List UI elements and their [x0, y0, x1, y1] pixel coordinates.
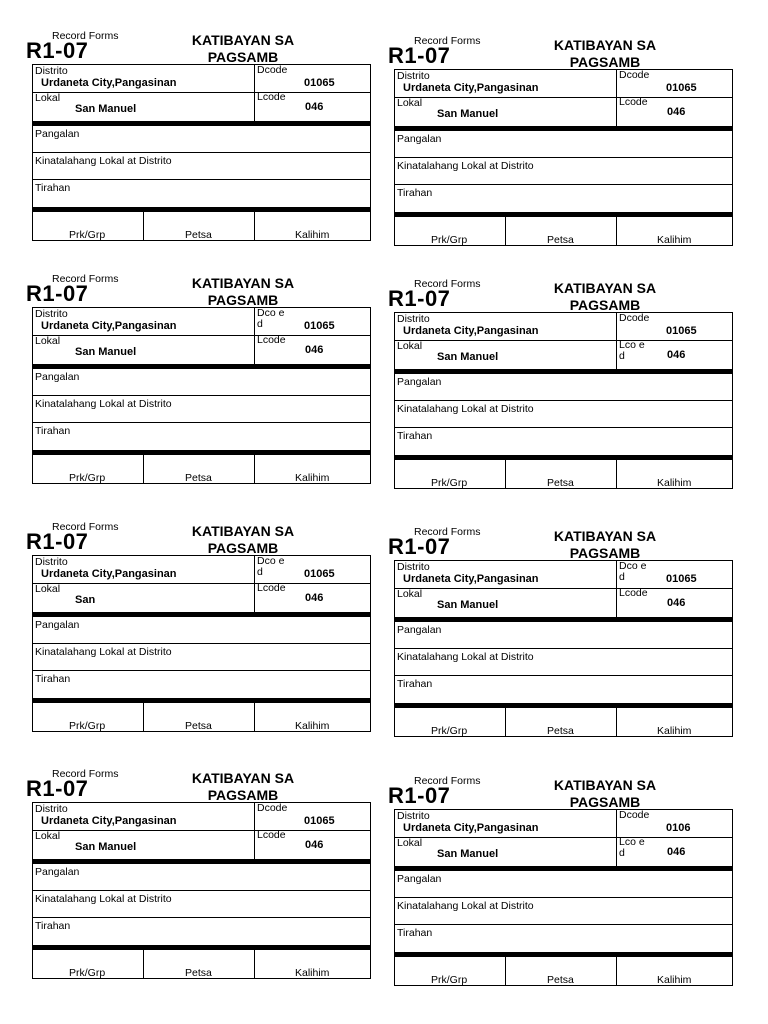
- petsa-label: Petsa: [547, 725, 574, 737]
- footer-divider-2: [616, 460, 617, 488]
- lcode-label: Lco e d: [619, 836, 645, 859]
- footer-divider-2: [254, 455, 255, 483]
- pangalan-label: Pangalan: [35, 371, 80, 383]
- record-forms-label: Record Forms: [414, 278, 481, 290]
- kinatalahang-label: Kinatalahang Lokal at Distrito: [397, 403, 534, 415]
- record-forms-label: Record Forms: [414, 526, 481, 538]
- kalihim-label: Kalihim: [295, 967, 330, 979]
- info-box: [32, 863, 371, 946]
- lcode-label: Lcode: [619, 96, 648, 108]
- form-title: [520, 280, 690, 314]
- lokal-value: San Manuel: [437, 599, 499, 611]
- record-forms-label: Record Forms: [414, 775, 481, 787]
- header-divider: [254, 803, 255, 859]
- pangalan-label: Pangalan: [397, 133, 442, 145]
- lokal-value: San Manuel: [75, 346, 137, 358]
- dcode-label: Dcode: [619, 69, 650, 81]
- form-title-line2: PAGSAMB: [207, 49, 279, 65]
- distrito-label: Distrito: [397, 561, 430, 573]
- header-box: [394, 809, 733, 867]
- form-code: R1-07: [388, 43, 451, 68]
- header-row-line: [395, 588, 732, 589]
- form-title-line2: PAGSAMB: [207, 292, 279, 308]
- info-box: [32, 368, 371, 451]
- header-divider: [616, 313, 617, 369]
- record-form-8: [388, 775, 744, 995]
- header-box: [394, 69, 733, 127]
- prk-grp-label: Prk/Grp: [69, 472, 106, 484]
- info-box: [394, 373, 733, 456]
- distrito-value: Urdaneta City,Pangasinan: [41, 568, 177, 580]
- kalihim-label: Kalihim: [295, 472, 330, 484]
- header-row-line: [33, 830, 370, 831]
- tirahan-label: Tirahan: [397, 187, 433, 199]
- distrito-value: Urdaneta City,Pangasinan: [403, 325, 539, 337]
- pangalan-label: Pangalan: [35, 128, 80, 140]
- record-form-7: [26, 768, 382, 988]
- lcode-value: 046: [305, 839, 324, 851]
- dcode-value: 01065: [666, 325, 697, 337]
- header-row-line: [395, 340, 732, 341]
- distrito-value: Urdaneta City,Pangasinan: [403, 822, 539, 834]
- header-box: [32, 307, 371, 365]
- kalihim-label: Kalihim: [295, 720, 330, 732]
- form-title-line2: PAGSAMB: [207, 787, 279, 803]
- lokal-value: San: [75, 594, 96, 606]
- distrito-label: Distrito: [35, 65, 68, 77]
- record-forms-label: Record Forms: [414, 35, 481, 47]
- footer-box: [394, 216, 733, 246]
- form-title-line1: KATIBAYAN SA: [553, 280, 657, 296]
- header-divider: [616, 561, 617, 617]
- petsa-label: Petsa: [185, 472, 212, 484]
- record-forms-label: Record Forms: [52, 30, 119, 42]
- prk-grp-label: Prk/Grp: [431, 234, 468, 246]
- dcode-value: 01065: [304, 568, 335, 580]
- tirahan-label: Tirahan: [35, 182, 71, 194]
- pangalan-label: Pangalan: [397, 624, 442, 636]
- distrito-label: Distrito: [397, 313, 430, 325]
- form-title: [158, 523, 328, 557]
- kalihim-label: Kalihim: [657, 477, 692, 489]
- record-forms-label: Record Forms: [52, 521, 119, 533]
- form-title-line2: PAGSAMB: [569, 54, 641, 70]
- lcode-label: Lcode: [257, 829, 286, 841]
- form-title-line1: KATIBAYAN SA: [191, 275, 295, 291]
- tirahan-label: Tirahan: [35, 425, 71, 437]
- kalihim-label: Kalihim: [295, 229, 330, 241]
- dcode-label: Dco e d: [257, 555, 285, 578]
- info-row-line-2: [33, 422, 370, 423]
- footer-box: [394, 707, 733, 737]
- footer-divider-1: [143, 703, 144, 731]
- petsa-label: Petsa: [547, 477, 574, 489]
- form-code: R1-07: [26, 776, 89, 801]
- info-row-line-2: [33, 670, 370, 671]
- header-row-line: [395, 97, 732, 98]
- footer-box: [394, 956, 733, 986]
- footer-divider-1: [143, 950, 144, 978]
- kinatalahang-label: Kinatalahang Lokal at Distrito: [35, 893, 172, 905]
- distrito-value: Urdaneta City,Pangasinan: [41, 815, 177, 827]
- petsa-label: Petsa: [185, 229, 212, 241]
- form-title: [520, 528, 690, 562]
- form-title-line1: KATIBAYAN SA: [553, 37, 657, 53]
- record-forms-label: Record Forms: [52, 768, 119, 780]
- lcode-label: Lcode: [257, 334, 286, 346]
- petsa-label: Petsa: [185, 967, 212, 979]
- info-row-line-2: [395, 427, 732, 428]
- lokal-label: Lokal: [35, 583, 61, 595]
- header-box: [32, 802, 371, 860]
- info-row-line-2: [33, 179, 370, 180]
- lcode-value: 046: [305, 344, 324, 356]
- pangalan-label: Pangalan: [397, 376, 442, 388]
- prk-grp-label: Prk/Grp: [431, 477, 468, 489]
- tirahan-label: Tirahan: [35, 920, 71, 932]
- record-forms-label: Record Forms: [52, 273, 119, 285]
- footer-box: [32, 949, 371, 979]
- header-row-line: [395, 837, 732, 838]
- kalihim-label: Kalihim: [657, 974, 692, 986]
- info-box: [394, 621, 733, 704]
- kinatalahang-label: Kinatalahang Lokal at Distrito: [35, 398, 172, 410]
- header-divider: [254, 65, 255, 121]
- dcode-label: Dcode: [257, 64, 288, 76]
- footer-divider-2: [254, 703, 255, 731]
- lokal-value: San Manuel: [437, 108, 499, 120]
- info-row-line-2: [395, 184, 732, 185]
- info-row-line-1: [33, 395, 370, 396]
- form-title: [158, 275, 328, 309]
- lokal-label: Lokal: [397, 97, 423, 109]
- footer-divider-1: [143, 455, 144, 483]
- prk-grp-label: Prk/Grp: [69, 720, 106, 732]
- prk-grp-label: Prk/Grp: [431, 725, 468, 737]
- lcode-label: Lcode: [257, 91, 286, 103]
- prk-grp-label: Prk/Grp: [69, 229, 106, 241]
- footer-divider-1: [505, 708, 506, 736]
- footer-divider-2: [616, 217, 617, 245]
- pangalan-label: Pangalan: [397, 873, 442, 885]
- footer-divider-2: [616, 957, 617, 985]
- petsa-label: Petsa: [547, 234, 574, 246]
- distrito-label: Distrito: [35, 803, 68, 815]
- tirahan-label: Tirahan: [35, 673, 71, 685]
- lcode-value: 046: [667, 846, 686, 858]
- lokal-value: San Manuel: [437, 848, 499, 860]
- header-row-line: [33, 92, 370, 93]
- form-title-line2: PAGSAMB: [569, 545, 641, 561]
- header-divider: [254, 556, 255, 612]
- form-title: [158, 32, 328, 66]
- form-title-line1: KATIBAYAN SA: [191, 770, 295, 786]
- header-row-line: [33, 335, 370, 336]
- header-box: [32, 555, 371, 613]
- footer-box: [32, 454, 371, 484]
- distrito-label: Distrito: [35, 556, 68, 568]
- distrito-value: Urdaneta City,Pangasinan: [41, 320, 177, 332]
- distrito-label: Distrito: [397, 810, 430, 822]
- footer-divider-1: [505, 957, 506, 985]
- info-row-line-2: [395, 924, 732, 925]
- lokal-value: San Manuel: [75, 841, 137, 853]
- dcode-value: 01065: [304, 320, 335, 332]
- lcode-label: Lcode: [257, 582, 286, 594]
- lcode-value: 046: [305, 592, 324, 604]
- form-title-line2: PAGSAMB: [569, 297, 641, 313]
- dcode-value: 01065: [666, 82, 697, 94]
- kalihim-label: Kalihim: [657, 725, 692, 737]
- lokal-label: Lokal: [35, 335, 61, 347]
- form-title: [158, 770, 328, 804]
- distrito-value: Urdaneta City,Pangasinan: [403, 573, 539, 585]
- header-divider: [254, 308, 255, 364]
- record-form-5: [26, 521, 382, 741]
- distrito-value: Urdaneta City,Pangasinan: [403, 82, 539, 94]
- form-code: R1-07: [26, 281, 89, 306]
- form-title-line1: KATIBAYAN SA: [191, 32, 295, 48]
- lcode-label: Lco e d: [619, 339, 645, 362]
- info-row-line-1: [395, 648, 732, 649]
- form-title-line2: PAGSAMB: [569, 794, 641, 810]
- record-form-2: [388, 35, 744, 255]
- pangalan-label: Pangalan: [35, 866, 80, 878]
- header-divider: [616, 810, 617, 866]
- header-divider: [616, 70, 617, 126]
- lokal-label: Lokal: [35, 92, 61, 104]
- header-row-line: [33, 583, 370, 584]
- footer-divider-1: [505, 217, 506, 245]
- dcode-label: Dco e d: [257, 307, 285, 330]
- record-form-4: [388, 278, 744, 498]
- form-code: R1-07: [388, 286, 451, 311]
- info-box: [394, 870, 733, 953]
- form-title-line1: KATIBAYAN SA: [553, 528, 657, 544]
- form-title: [520, 777, 690, 811]
- footer-divider-2: [254, 950, 255, 978]
- record-form-1: [26, 30, 382, 250]
- record-form-6: [388, 526, 744, 746]
- petsa-label: Petsa: [547, 974, 574, 986]
- kinatalahang-label: Kinatalahang Lokal at Distrito: [397, 651, 534, 663]
- lokal-value: San Manuel: [75, 103, 137, 115]
- dcode-value: 01065: [666, 573, 697, 585]
- footer-divider-1: [505, 460, 506, 488]
- footer-box: [394, 459, 733, 489]
- lcode-label: Lcode: [619, 587, 648, 599]
- lokal-label: Lokal: [397, 340, 423, 352]
- form-code: R1-07: [26, 529, 89, 554]
- lcode-value: 046: [305, 101, 324, 113]
- tirahan-label: Tirahan: [397, 927, 433, 939]
- prk-grp-label: Prk/Grp: [431, 974, 468, 986]
- lokal-value: San Manuel: [437, 351, 499, 363]
- form-title-line1: KATIBAYAN SA: [553, 777, 657, 793]
- dcode-label: Dcode: [619, 809, 650, 821]
- form-code: R1-07: [388, 534, 451, 559]
- tirahan-label: Tirahan: [397, 430, 433, 442]
- tirahan-label: Tirahan: [397, 678, 433, 690]
- kinatalahang-label: Kinatalahang Lokal at Distrito: [397, 900, 534, 912]
- info-row-line-1: [395, 157, 732, 158]
- lcode-value: 046: [667, 597, 686, 609]
- footer-divider-1: [143, 212, 144, 240]
- dcode-label: Dcode: [619, 312, 650, 324]
- form-title: [520, 37, 690, 71]
- lokal-label: Lokal: [35, 830, 61, 842]
- footer-divider-2: [254, 212, 255, 240]
- petsa-label: Petsa: [185, 720, 212, 732]
- record-form-3: [26, 273, 382, 493]
- kinatalahang-label: Kinatalahang Lokal at Distrito: [35, 155, 172, 167]
- info-row-line-1: [33, 890, 370, 891]
- pangalan-label: Pangalan: [35, 619, 80, 631]
- info-box: [32, 125, 371, 208]
- info-row-line-2: [395, 675, 732, 676]
- dcode-label: Dcode: [257, 802, 288, 814]
- dcode-value: 0106: [666, 822, 691, 834]
- info-row-line-1: [395, 400, 732, 401]
- lcode-value: 046: [667, 349, 686, 361]
- lokal-label: Lokal: [397, 837, 423, 849]
- lcode-value: 046: [667, 106, 686, 118]
- distrito-label: Distrito: [397, 70, 430, 82]
- form-code: R1-07: [388, 783, 451, 808]
- info-row-line-2: [33, 917, 370, 918]
- lokal-label: Lokal: [397, 588, 423, 600]
- header-box: [32, 64, 371, 122]
- kalihim-label: Kalihim: [657, 234, 692, 246]
- header-box: [394, 560, 733, 618]
- info-box: [394, 130, 733, 213]
- info-box: [32, 616, 371, 699]
- info-row-line-1: [33, 643, 370, 644]
- form-title-line2: PAGSAMB: [207, 540, 279, 556]
- kinatalahang-label: Kinatalahang Lokal at Distrito: [397, 160, 534, 172]
- form-title-line1: KATIBAYAN SA: [191, 523, 295, 539]
- footer-box: [32, 211, 371, 241]
- info-row-line-1: [395, 897, 732, 898]
- form-code: R1-07: [26, 38, 89, 63]
- header-box: [394, 312, 733, 370]
- dcode-value: 01065: [304, 77, 335, 89]
- info-row-line-1: [33, 152, 370, 153]
- dcode-label: Dco e d: [619, 560, 647, 583]
- footer-box: [32, 702, 371, 732]
- distrito-label: Distrito: [35, 308, 68, 320]
- prk-grp-label: Prk/Grp: [69, 967, 106, 979]
- kinatalahang-label: Kinatalahang Lokal at Distrito: [35, 646, 172, 658]
- distrito-value: Urdaneta City,Pangasinan: [41, 77, 177, 89]
- dcode-value: 01065: [304, 815, 335, 827]
- footer-divider-2: [616, 708, 617, 736]
